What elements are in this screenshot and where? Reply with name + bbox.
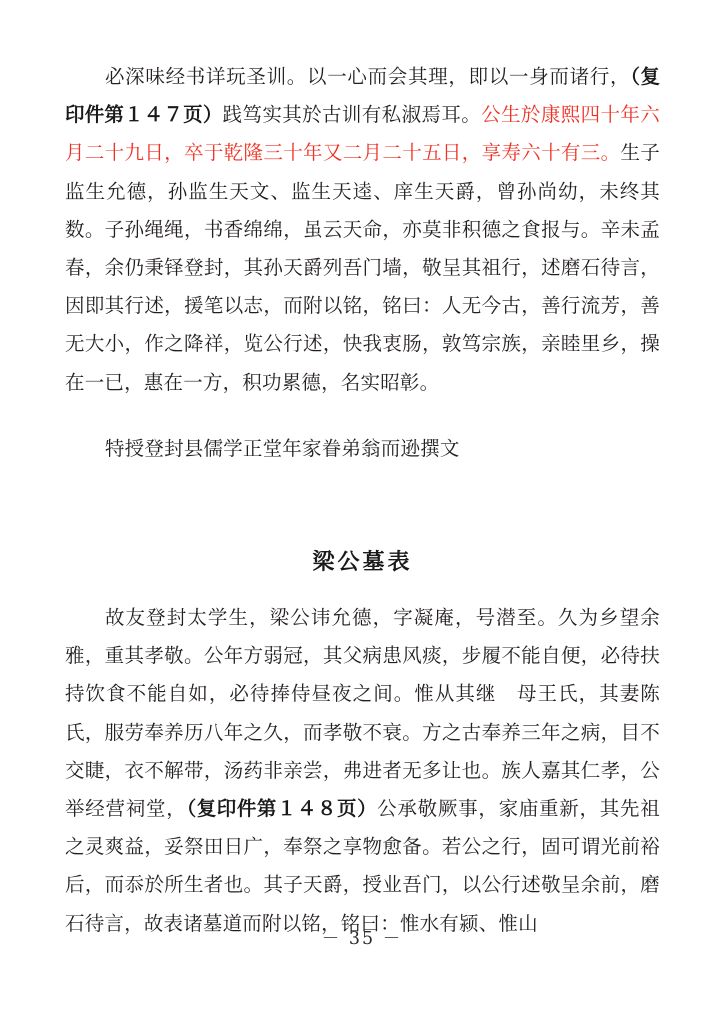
- paragraph-1-segment-2: 践笃实其於古训有私淑焉耳。: [222, 103, 482, 127]
- paragraph-tomb-inscription: [65, 599, 660, 943]
- section-spacer: [65, 468, 660, 542]
- section-heading-liang-gong-mu-biao: 梁公墓表: [312, 549, 413, 576]
- paragraph-3-segment-2: 公承敬厥事，家庙重新，其先祖之灵爽益，妥祭田日广，奉祭之享物愈备。若公之行，固可谓光前裕后，而忝於所生者也。其子天爵，授业吾门，以公行述敬呈余前，磨石待言，故表诸墓道而附以铭，铭曰：惟水有颍、惟山: [65, 797, 660, 935]
- paragraph-1-segment-3: 生子监生允德，孙监生天文、监生天逵、庠生天爵，曾孙尚幼，未终其数。子孙绳绳，书香绵绵，虽云天命，亦莫非积德之食报与。辛未孟春，余仍秉铎登封，其孙天爵列吾门墙，敬呈其祖行，述磨石待言，因即其行述，援笔以志，而附以铭，铭曰：人无今古，善行流芳，善无大小，作之降祥，览公行述，快我衷肠，敦笃宗族，亲睦里乡，操在一已，惠在一方，积功累德，名实昭彰。: [65, 141, 660, 394]
- text-column: [65, 58, 660, 943]
- copy-page-reference-147: （复印件第１４７页）: [65, 65, 660, 127]
- copy-page-reference-148: （复印件第１４８页）: [186, 797, 378, 821]
- highlighted-birth-death-dates: 公生於康熙四十年六月二十九日，卒于乾隆三十年又二月二十五日，享寿六十有三。: [65, 103, 660, 165]
- author-attribution-text: 特授登封县儒学正堂年家眷弟翁而逊撰文: [104, 436, 460, 460]
- page-number: － 35 －: [321, 929, 403, 949]
- paragraph-1-segment-1: 必深味经书详玩圣训。以一心而会其理，即以一身而诸行，: [104, 65, 631, 88]
- paragraph-memorial-continuation: [65, 58, 660, 402]
- paragraph-spacer: [65, 402, 660, 430]
- paragraph-author-attribution: [65, 430, 660, 468]
- heading-gap: [65, 582, 660, 599]
- paragraph-3-segment-1: 故友登封太学生，梁公讳允德，字凝庵，号潜至。久为乡望余雅，重其孝敬。公年方弱冠，其父病患风痰，步履不能自便，必待扶持饮食不能自如，必待捧侍昼夜之间。惟从其继 母王氏，其妻陈氏，服劳奉养历八年之久，而孝敬不衰。方之古奉养三年之病，目不交睫，衣不解带，汤药非亲尝，弗进者无多让也。族人嘉其仁孝，公举经营祠堂，: [65, 606, 660, 821]
